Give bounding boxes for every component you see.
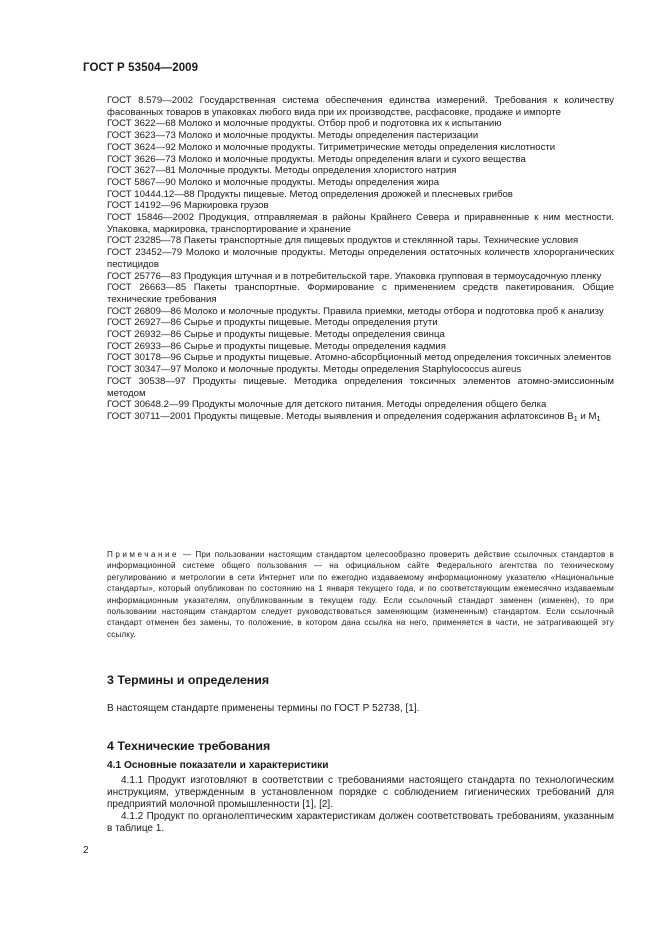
reference-item-aflatoxins [107,411,614,423]
subscript: 1 [573,413,578,423]
section-3-paragraph: В настоящем стандарте применены термины по ГОСТ Р 52738, [1]. [107,703,420,714]
reference-item: ГОСТ 26927—86 Сырье и продукты пищевые. Методы определения ртути [107,317,438,329]
reference-item: ГОСТ 26933—86 Сырье и продукты пищевые. Методы определения кадмия [107,340,446,352]
reference-item: ГОСТ 8.579—2002 Государственная система обеспечения единства измерений. Требования к количеству фасованных товаров в упаковках любого вида при их производстве, расфасовке, продаже и импорте [107,95,614,118]
reference-item: ГОСТ 25776—83 Продукция штучная и в потребительской таре. Упаковка групповая в термоусадочную пленку [107,270,602,282]
section-3-text [107,703,614,715]
note-text: — При пользовании настоящим стандартом целесообразно проверить действие ссылочных стандартов в информационной системе общего пользования — на официальном сайте Федерального агентства по техническому регулированию и метрологии в сети Интернет или по ежегодно издаваемому информационному указателю «Национальные стандарты», который опубликован по состоянию на 1 января текущего года, и по соответствующим ежемесячно издаваемым информационным указателям, опубликованным в текущем году. Если ссылочный стандарт заменен (изменен), то при пользовании настоящим стандартом следует руководствоваться заменяющим (измененным) стандартом. Если ссылочный стандарт отменен без замены, то положение, в котором дана ссылка на него, применяется в части, не затрагивающей эту ссылку. [107,550,614,639]
section-4-body [107,775,614,835]
reference-item: ГОСТ 30648.2—99 Продукты молочные для детского питания. Методы определения общего белка [107,399,547,411]
reference-item: ГОСТ 30538—97 Продукты пищевые. Методика определения токсичных элементов атомно-эмиссионным методом [107,375,614,399]
reference-item: ГОСТ 3624—92 Молоко и молочные продукты. Титриметрические методы определения кислотности [107,141,556,153]
reference-item: ГОСТ 3622—68 Молоко и молочные продукты. Отбор проб и подготовка их к испытанию [107,118,502,130]
reference-item: ГОСТ 26932—86 Сырье и продукты пищевые. Методы определения свинца [107,329,445,341]
normative-references-list [107,95,614,423]
reference-text-mid: и М [577,410,597,422]
note-block [107,549,614,640]
paragraph-4-1-2: 4.1.2 Продукт по органолептическим характеристикам должен соответствовать требованиям, указанным в таблице 1. [107,811,614,835]
section-4-heading: 4 Технические требования [107,739,271,753]
reference-item: ГОСТ 3627—81 Молочные продукты. Методы определения хлористого натрия [107,165,457,177]
reference-item: ГОСТ 26663—85 Пакеты транспортные. Формирование с применением средств пакетирования. Общие технические требования [107,282,614,305]
subsection-4-1-heading: 4.1 Основные показатели и характеристики [107,760,329,771]
reference-item: ГОСТ 30347—97 Молоко и молочные продукты. Методы определения Staphylococcus aureus [107,364,522,376]
paragraph-4-1-1: 4.1.1 Продукт изготовляют в соответствии с требованиями настоящего стандарта по технологическим инструкциям, утвержденным в установленном порядке с соблюдением гигиенических требований для предприятий молочной промышленности [1], [2]. [107,775,614,811]
page-number: 2 [83,845,89,856]
reference-item: ГОСТ 15846—2002 Продукция, отправляемая в районы Крайнего Севера и приравненные к ним местности. Упаковка, маркировка, транспортирование и хранение [107,212,614,235]
section-3-heading: 3 Термины и определения [107,673,270,687]
reference-item: ГОСТ 10444.12—88 Продукты пищевые. Метод определения дрожжей и плесневых грибов [107,188,513,200]
subscript: 1 [596,413,601,423]
reference-item: ГОСТ 26809—86 Молоко и молочные продукты. Правила приемки, методы отбора и подготовка проб к анализу [107,305,604,317]
reference-item: ГОСТ 5867—90 Молоко и молочные продукты. Методы определения жира [107,176,440,188]
reference-item: ГОСТ 30178—96 Сырье и продукты пищевые. Атомно-абсорбционный метод определения токсичных элементов [107,352,612,364]
reference-item: ГОСТ 3626—73 Молоко и молочные продукты. Методы определения влаги и сухого вещества [107,153,526,165]
note-label: Примечание [107,550,180,559]
reference-item: ГОСТ 23285—78 Пакеты транспортные для пищевых продуктов и стеклянной тары. Технические условия [107,235,579,247]
reference-item: ГОСТ 23452—79 Молоко и молочные продукты. Методы определения остаточных количеств хлорорганических пестицидов [107,247,614,270]
document-header: ГОСТ Р 53504—2009 [83,62,199,74]
reference-item: ГОСТ 3623—73 Молоко и молочные продукты. Методы определения пастеризации [107,130,479,142]
reference-text: ГОСТ 30711—2001 Продукты пищевые. Методы выявления и определения содержания афлатоксинов В [107,410,574,422]
reference-item: ГОСТ 14192—96 Маркировка грузов [107,200,269,212]
